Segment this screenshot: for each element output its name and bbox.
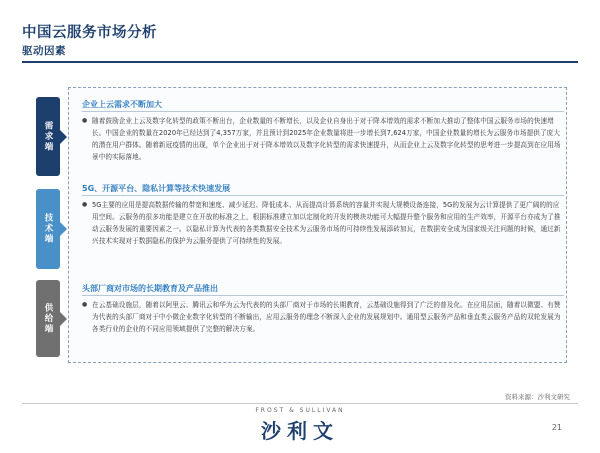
section-divider (82, 295, 564, 296)
section-supply-text: 在云基础设施层，随着以阿里云、腾讯云和华为云为代表的的头部厂商对于市场的长期教育，云基础设施得到了广泛的普及化。在应用层面，随着以微盟、有赞为代表的头部厂商对于中小微企业数字化转型的不断输出，应用云服务的理念不断深入企业的发展规划中。通用型云服务产品和垂直类云服务产品的双轮发展为各类行业的企业的不同应用领域提供了完整的解决方案。 (92, 301, 561, 333)
section-supply (82, 283, 564, 335)
section-tech (82, 183, 564, 247)
title-divider (22, 61, 578, 63)
tab-tech-label: 技术端 (43, 213, 53, 245)
tab-tech (36, 189, 60, 269)
tab-supply (36, 280, 60, 357)
page-title: 中国云服务市场分析 (22, 25, 157, 41)
section-demand-text: 随着鼓励企业上云及数字化转型的政策不断出台，企业数量的不断增长，以及企业自身出于对于降本增效的需求不断加大推动了整体中国云服务市场的快速增长。中国企业的数量在2020年已经达到了4,357万家，并且预计到2025年企业数量将进一步增长到7,624万家，中国企业数量的增长为云服务市场提供了庞大的潜在用户群体。随着新冠疫情的出现，单个企业出于对于降本增效以及数字化转型的需求快速提升，从而企业上云及数字化转型的思考进一步提高到在应用场景中的实际落地。 (92, 117, 561, 161)
tab-demand-label: 需求端 (43, 120, 53, 153)
section-divider (82, 111, 564, 112)
brand-logo-english: FROST & SULLIVAN (255, 407, 345, 414)
bullet-icon: ● (82, 201, 88, 208)
brand-logo-chinese: 沙利文 (261, 419, 339, 443)
tab-supply-label: 供给端 (43, 302, 53, 335)
footer-divider (22, 403, 578, 404)
bullet-icon: ● (82, 301, 88, 308)
source-note: 资料来源：沙利文研究 (505, 393, 570, 401)
section-supply-heading: 头部厂商对市场的长期教育及产品推出 (82, 284, 218, 293)
section-demand-heading: 企业上云需求不断加大 (82, 100, 162, 109)
section-demand (82, 99, 564, 163)
tab-tech-arrow-icon (60, 222, 67, 236)
page-subtitle: 驱动因素 (22, 45, 66, 57)
section-tech-text: 5G主要的应用是提高数据传输的带宽和速度、减少延迟、降低成本、从而提高计算系统的容量并实现大规模设备连接，5G的发展为云计算提供了更广阔的的应用空间。云服务的很多功能是建立在开放的标准之上，根据标准建立加以定制化的开发的模块功能可大幅提升整个服务和应用的生产效率，开源平台亦成为了推动云服务发展的重要因素之一。以隐私计算为代表的各类数据安全技术为云服务市场的可持续性发展添砖加瓦，在数据安全成为国家级关注问题的时候，通过新兴技术实现对于数据隐私的保护为云服务提供了可持续性的发展。 (92, 201, 561, 245)
tab-supply-arrow-icon (60, 312, 67, 326)
page-number: 21 (551, 423, 562, 432)
tab-demand (36, 97, 60, 176)
section-tech-heading: 5G、开源平台、隐私计算等技术快速发展 (82, 184, 231, 193)
tab-demand-arrow-icon (60, 130, 67, 144)
bullet-icon: ● (82, 117, 88, 124)
section-divider (82, 195, 564, 196)
